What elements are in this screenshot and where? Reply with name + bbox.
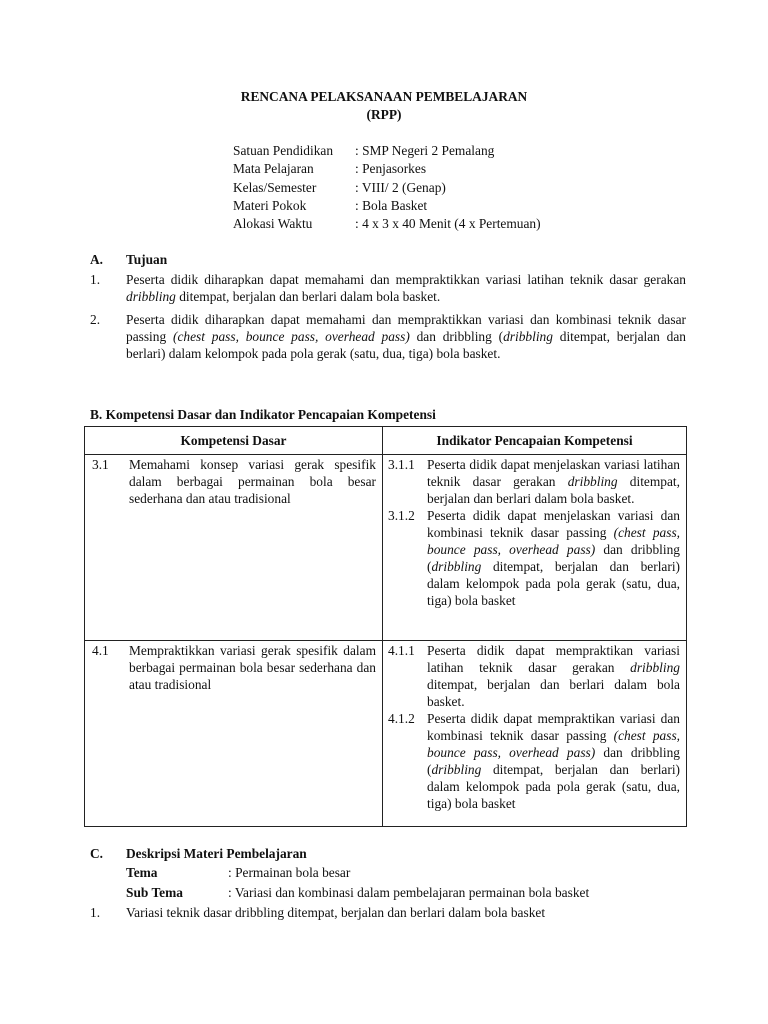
subtema-row bbox=[126, 884, 589, 901]
objective-item bbox=[90, 311, 686, 362]
tema-row bbox=[126, 864, 350, 881]
tema-value: : Permainan bola besar bbox=[228, 865, 351, 880]
section-c-letter: C. bbox=[90, 846, 104, 861]
identity-value: : 4 x 3 x 40 Menit (4 x Pertemuan) bbox=[355, 216, 541, 232]
kd-text: Memahami konsep variasi gerak spesifik dalam berbagai permainan bola besar sederhana dan atau tradisional bbox=[129, 457, 376, 506]
table-row bbox=[85, 641, 687, 827]
indicator-item bbox=[383, 455, 686, 507]
section-b-heading: B. Kompetensi Dasar dan Indikator Pencapaian Kompetensi bbox=[90, 407, 436, 422]
indicator-text: Peserta didik dapat mempraktikan variasi latihan teknik dasar gerakan dribbling ditempat, berjalan dan berlari dalam bola basket. bbox=[427, 643, 680, 709]
indicator-text: Peserta didik dapat menjelaskan variasi dan kombinasi teknik dasar passing (chest pass, bounce pass, overhead pass) dan dribbling (dribbling ditempat, berjalan dan berlari) dalam kelompok pada pola gerak (satu, dua, tiga) bola basket bbox=[427, 508, 681, 608]
indicator-text: Peserta didik dapat mempraktikan variasi dan kombinasi teknik dasar passing (chest pass, bounce pass, overhead pass) dan dribbling (dribbling ditempat, berjalan dan berlari) dalam kelompok pada pola gerak (satu, dua, tiga) bola basket bbox=[427, 711, 681, 811]
subtema-label: Sub Tema bbox=[126, 885, 183, 900]
table-header-row bbox=[85, 427, 687, 455]
identity-label: Kelas/Semester bbox=[233, 179, 317, 195]
kd-cell bbox=[85, 455, 383, 641]
indicator-code: 3.1.1 bbox=[388, 457, 415, 472]
identity-row bbox=[233, 179, 541, 197]
document-subtitle: (RPP) bbox=[366, 107, 402, 122]
identity-label: Alokasi Waktu bbox=[233, 216, 313, 232]
indicator-code: 4.1.1 bbox=[388, 643, 415, 658]
identity-row bbox=[233, 142, 541, 160]
indicator-item bbox=[383, 710, 686, 812]
table-row bbox=[85, 455, 687, 641]
section-a-title: Tujuan bbox=[126, 252, 168, 267]
kd-code: 3.1 bbox=[92, 457, 109, 472]
identity-row bbox=[233, 215, 541, 233]
identity-value: : Bola Basket bbox=[355, 197, 428, 213]
indicator-item bbox=[383, 641, 686, 710]
identity-row bbox=[233, 197, 541, 215]
subtema-value: : Variasi dan kombinasi dalam pembelajaran permainan bola basket bbox=[228, 885, 590, 900]
identity-label: Satuan Pendidikan bbox=[233, 143, 334, 158]
material-text: Variasi teknik dasar dribbling ditempat, berjalan dan berlari dalam bola basket bbox=[126, 905, 546, 920]
column-header-kd: Kompetensi Dasar bbox=[85, 427, 383, 455]
column-header-ipk: Indikator Pencapaian Kompetensi bbox=[383, 427, 687, 455]
objective-text: Peserta didik diharapkan dapat memahami dan mempraktikkan variasi dan kombinasi teknik dasar passing (chest pass, bounce pass, overhead pass) dan dribbling (dribbling ditempat, berjalan dan berlari) dalam kelompok pada pola gerak (satu, dua, tiga) bola basket. bbox=[126, 312, 687, 361]
indicator-text: Peserta didik dapat menjelaskan variasi latihan teknik dasar gerakan dribbling ditempat, berjalan dan berlari dalam bola basket. bbox=[427, 457, 680, 506]
section-a-letter: A. bbox=[90, 252, 104, 267]
identity-value: : VIII/ 2 (Genap) bbox=[355, 179, 446, 195]
section-c-title: Deskripsi Materi Pembelajaran bbox=[126, 846, 307, 861]
section-a-heading bbox=[90, 251, 167, 268]
objective-item bbox=[90, 271, 686, 305]
kd-text: Mempraktikkan variasi gerak spesifik dalam berbagai permainan bola besar sederhana dan atau tradisional bbox=[129, 643, 376, 692]
kd-cell bbox=[85, 641, 383, 827]
kd-code: 4.1 bbox=[92, 643, 109, 658]
section-c-heading bbox=[90, 845, 307, 862]
indicator-cell bbox=[383, 455, 687, 641]
identity-value: : Penjasorkes bbox=[355, 161, 427, 177]
tema-label: Tema bbox=[126, 865, 158, 880]
material-item bbox=[90, 904, 686, 921]
indicator-code: 3.1.2 bbox=[388, 508, 415, 523]
document-title: RENCANA PELAKSANAAN PEMBELAJARAN bbox=[240, 89, 528, 104]
objective-number: 1. bbox=[90, 272, 101, 287]
identity-value: : SMP Negeri 2 Pemalang bbox=[355, 143, 495, 158]
competency-table bbox=[84, 426, 687, 827]
identity-row bbox=[233, 160, 541, 178]
indicator-item bbox=[383, 507, 686, 609]
objective-text: Peserta didik diharapkan dapat memahami dan mempraktikkan variasi latihan teknik dasar gerakan dribbling ditempat, berjalan dan berlari dalam bola basket. bbox=[126, 272, 686, 304]
identity-label: Mata Pelajaran bbox=[233, 161, 314, 177]
material-number: 1. bbox=[90, 905, 101, 920]
objective-number: 2. bbox=[90, 312, 101, 327]
identity-block bbox=[233, 142, 541, 233]
identity-label: Materi Pokok bbox=[233, 197, 307, 213]
indicator-code: 4.1.2 bbox=[388, 711, 415, 726]
indicator-cell bbox=[383, 641, 687, 827]
